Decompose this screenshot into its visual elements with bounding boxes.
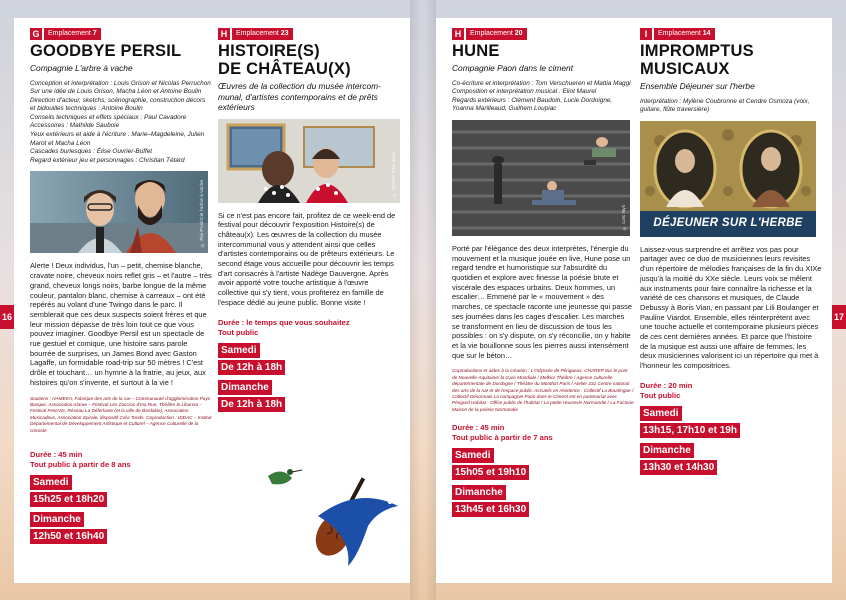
show-title: HUNE: [452, 42, 500, 60]
emplacement-label: Emplacement: [236, 30, 279, 37]
credit-line: Conception et interprétation : Louis Grison et Nicolas Perruchon: [30, 79, 211, 87]
show-company: Ensemble Déjeuner sur l'herbe: [640, 81, 755, 91]
show-goodbye-persil: [30, 28, 212, 544]
show-impromptus-musicaux: [640, 28, 822, 475]
credit-line: Accessoires : Mathilde Sauboie: [30, 122, 120, 130]
show-photo: [452, 120, 630, 236]
show-title-line1: HISTOIRE(S): [218, 42, 320, 60]
show-histoires-de-chateaux: [218, 28, 400, 412]
emplacement-badge: [654, 28, 715, 40]
show-photo: [30, 171, 208, 253]
schedule-times: 12h50 et 16h40: [30, 529, 107, 544]
show-duration: Durée : 45 min: [452, 423, 505, 433]
schedule-day: Samedi: [452, 448, 494, 463]
show-tag: [452, 28, 634, 40]
right-page: [436, 18, 844, 583]
schedule-times: De 12h à 18h: [218, 360, 285, 375]
show-company: Compagnie Paon dans le ciment: [452, 63, 574, 73]
show-photo: [218, 119, 400, 203]
page-number-left: 16: [0, 305, 14, 329]
show-description: Porté par l'élégance des deux interprètes, l'énergie du mouvement et la musique jouée en live, Hune pose un regard tendre et humoristique sur l'absurdité du quotidien et explore avec finesse la poésie brute et viscérale des espaces urbains. Deux hommes, un escalier… Emmené par le « mouvement » des marches, ce spectacle raconte une jeunesse qui passe ses journées dans les cages d'escalier. Les marches se transforment en lieu de discussion de tous les possibles : on s'y dispute, on s'y réconcilie, on y habite et la vie bouillonne sous les pierres aussi intensément que sur le béton…: [452, 243, 632, 360]
schedule-times: 13h30 et 14h30: [640, 460, 717, 475]
page-number-right: 17: [832, 305, 846, 329]
emplacement-number: 14: [702, 30, 711, 37]
show-audience: Tout public: [640, 390, 681, 400]
credit-line: Interprétation : Mylène Coubronne et Cendre Osmoza (voix, guitare, flûte traversière): [640, 97, 810, 114]
photo-two-performers: [30, 171, 208, 253]
show-description: Laissez-vous surprendre et arrêtez vos pas pour partager avec ce duo de musiciennes leurs revisites d'un répertoire de mélodies françaises de la fin du XIXe jusqu'à la moitié du XXe siècle. Leurs voix se mêlent aux instruments pour faire connaître la richesse et la variété de ces chansons et musiques, de Claude Debussy à Boris Vian, en passant par Lili Boulanger et Pauline Viardot. Ensemble, elles réinterprètent avec une touche actuelle et contemporaine plusieurs pièces de ces cent dernières années. Et parce que l'histoire de la musique est aussi une affaire de femmes, les deux musiciennes valorisent ici un répertoire qui met à l'honneur les compositrices.: [640, 244, 822, 371]
schedule-times: 13h15, 17h10 et 19h: [640, 423, 740, 438]
emplacement-number: 20: [514, 30, 523, 37]
show-tag: [218, 28, 400, 40]
show-title: GOODBYE PERSIL: [30, 42, 182, 60]
show-credits: [452, 80, 634, 114]
show-description: Si ce n'est pas encore fait, profitez de ce week-end de festival pour découvrir l'exposition Histoire(s) de château(x). Les œuvres de la collection du musée intercommunal vous y attendent ainsi que celles d'artistes contemporains ou de prêteurs extérieurs. Le second étage vous accueille pour découvrir les temps d'art consacrés à l'artiste Nadège Dauvergne. Après avoir apporté votre touche artistique à l'œuvre collective qui s'y tient, vous profiterez en famille de l'espace dédié au jeune public. Bonne visite !: [218, 210, 396, 307]
photo-credit: © Flai Prod-Cie l'arbre à vache: [200, 180, 205, 248]
photo-credit: © CIAMG Pilot drôle: [392, 151, 397, 197]
schedule-day: Dimanche: [218, 380, 272, 395]
show-credits: [30, 80, 212, 166]
photo-banner-text: DÉJEUNER SUR L'HERBE: [653, 216, 803, 229]
schedule-day: Samedi: [218, 343, 260, 358]
show-tag: [640, 28, 822, 40]
show-company: Compagnie L'arbre à vache: [30, 63, 133, 73]
schedule-day: Dimanche: [30, 512, 84, 527]
emplacement-badge: [232, 28, 293, 40]
show-letter: G: [30, 28, 42, 40]
show-audience: Tout public à partir de 7 ans: [452, 433, 553, 443]
show-subtitle: Œuvres de la collection du musée intercom-munal, d'artistes contemporains et de prêts extérieurs: [218, 81, 381, 112]
show-title-line2: DE CHÂTEAU(X): [218, 60, 351, 78]
show-schedule: [30, 470, 212, 544]
show-support-fineprint: Coproductions et aides à la création : L'Odyssée de Périgueux, CNAREP Sur le pont de Nouvelle-Aquitaine/ la Gare Mondiale / Melkior Théâtre / Agence culturelle départementale de Dordogne / Théâtre du Montfort Paris / Atelier 231 Centre national des arts de la rue et de l'espace public. Accueils en résidence : Collectif La Bourlingue / Collectif Désormais La compagnie Paon dans le Ciment est en partenariat avec Périgord Habitat - Office public de l'habitat / La petite Housssie Normandie / La Factorie Maison de la poésie Normandie: [452, 368, 634, 412]
credit-line: Yeux extérieurs et aide à l'écriture : Marie–Magdeleine, Julien Marot et Macha Léon: [30, 131, 205, 147]
show-duration: Durée : 45 min: [30, 450, 83, 460]
schedule-times: De 12h à 18h: [218, 397, 285, 412]
book-gutter: [410, 0, 436, 600]
show-duration: Durée : le temps que vous souhaitez: [218, 317, 350, 327]
show-support-fineprint: Soutiens : HAMEKA, Fabrique des arts de la rue – Communauté d'agglomération Pays Basque, Association Alarue – Festival Les Zaccros d'ma Rue, Théâtre le Liburnia – Festival FestArts, Réseau La Déferlante (et la ville de Bardakie), Association Musicadeux, Association Spirale, dispositif Créa Tonds. Coproduction : IDDAC – Institut Départemental de Développement Artistique et Culturel – Agence Culturelle de la Gironde: [30, 395, 212, 433]
show-description: Alerte ! Deux individus, l'un – petit, chemise blanche, cravate noire, cheveux noirs reflet gris – et l'autre – très grand, cheveux longs noirs, barbe longue de la même couleur, pantalon blanc, chemise à carreaux – ont été repérés au volant d'une Twingo dans le parc. Il semblerait que ces deux suspects soient frères et que leur mission dépasse de très loin tout ce que vous pouvez imaginer. Goodbye Persil est un spectacle de rue gestuel et comique, une histoire sans parole bourrée de surprises, un James Bond avec Gaston Lagaffe, un formidable road-trip sur 50 mètres ! C'est drôle et touchant… un hymne à la fratrie, au jeux, aux histoires qu'on s'invente, et surtout à la vie !: [30, 261, 212, 387]
credit-line: Cascades burlesques : Élise Ouvrier-Buffet: [30, 148, 153, 156]
emplacement-label: Emplacement: [48, 30, 91, 37]
emplacement-label: Emplacement: [470, 30, 513, 37]
credit-line: Regards extérieurs : Clément Baudoin, Lucie Dordoigne, Yoanna Marilleaud, Guilhem Loupiac: [452, 96, 613, 113]
show-schedule: [640, 401, 822, 475]
left-page: [1, 18, 410, 583]
schedule-times: 15h25 et 18h20: [30, 492, 107, 507]
show-schedule: [218, 338, 400, 412]
photo-credit: © Loïc Nys: [622, 204, 627, 230]
credit-line: Composition et interprétation musical : Eliot Maurel: [452, 88, 597, 96]
credit-line: Direction d'acteur, sketchs, scénographie, construction décors et bidouilles techniques : Antoine Boulin: [30, 96, 206, 113]
show-audience: Tout public: [218, 327, 259, 337]
emplacement-number: 7: [92, 30, 97, 37]
schedule-times: 15h05 et 19h10: [452, 465, 529, 480]
emplacement-label: Emplacement: [658, 30, 701, 37]
schedule-day: Dimanche: [640, 443, 694, 458]
show-schedule: [452, 443, 634, 517]
show-hune: [452, 28, 634, 517]
schedule-day: Dimanche: [452, 485, 506, 500]
show-letter: H: [218, 28, 230, 40]
show-duration: Durée : 20 min: [640, 380, 693, 390]
photo-dancers-on-stairs: [452, 120, 630, 236]
schedule-times: 13h45 et 16h30: [452, 502, 529, 517]
credit-line: Co-écriture et interprétation : Tom Verschueren et Mattia Maggi: [452, 79, 631, 87]
hummingbird-violin-illustration: [258, 456, 408, 576]
show-photo: [640, 121, 816, 237]
emplacement-badge: [44, 28, 101, 40]
show-title: IMPROMPTUS MUSICAUX: [640, 42, 754, 78]
credit-line: Regard extérieur jeu et personnages : Christian Tétard: [30, 156, 185, 164]
show-audience: Tout public à partir de 8 ans: [30, 460, 131, 470]
photo-museum-visitors: [218, 119, 400, 203]
schedule-day: Samedi: [30, 475, 72, 490]
emplacement-badge: [466, 28, 527, 40]
show-letter: H: [452, 28, 464, 40]
credit-line: Sur une idée de Louis Grison, Macha Léon et Antoine Boulin: [30, 88, 202, 96]
show-tag: [30, 28, 212, 40]
credit-line: Conseils techniques et effets spéciaux : Paul Cavadore: [30, 113, 187, 121]
show-credits: [640, 98, 822, 115]
show-letter: I: [640, 28, 652, 40]
schedule-day: Samedi: [640, 406, 682, 421]
emplacement-number: 23: [280, 30, 289, 37]
